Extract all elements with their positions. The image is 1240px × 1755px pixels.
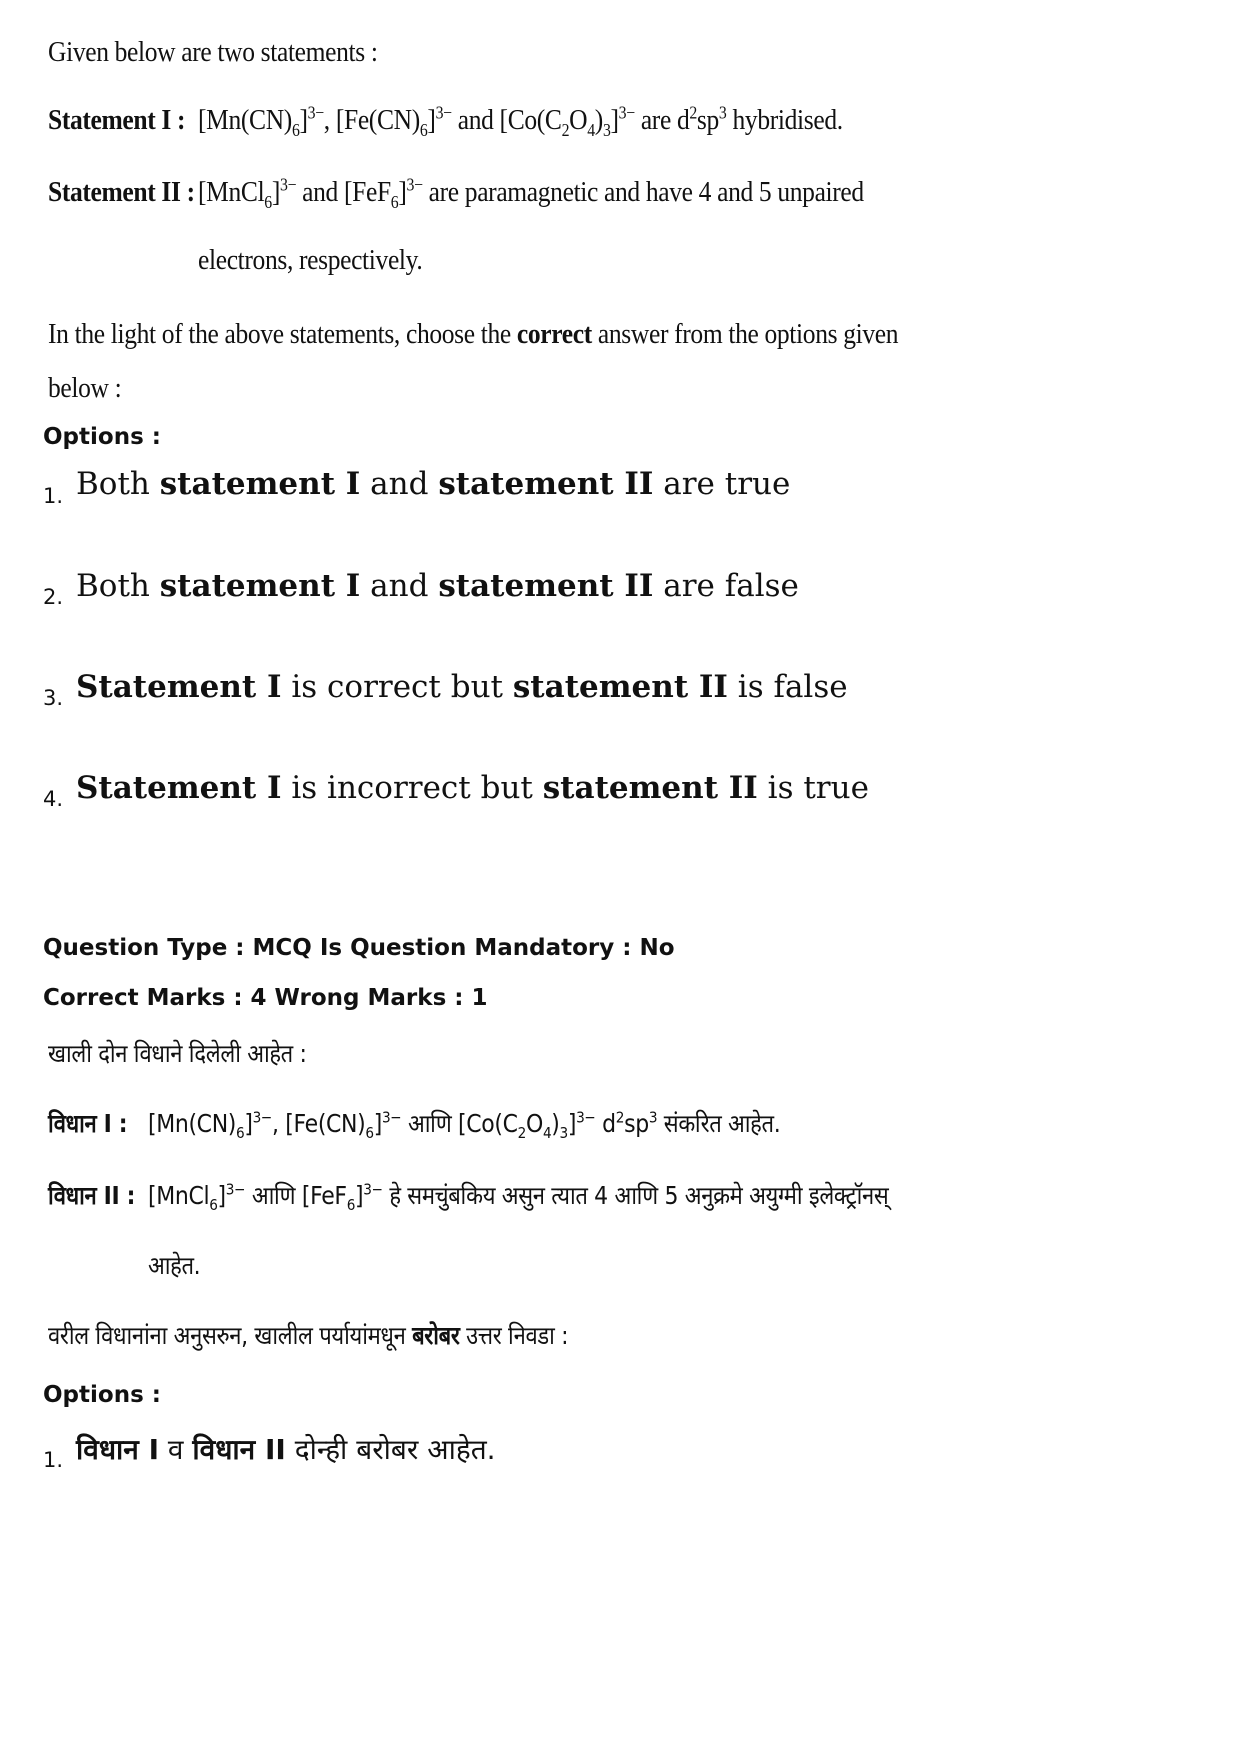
marathi-statement-2-rendered: [MnCl$_6$]$^{3-}$ आणि $[FeF_6]^{3-}$ हे समचुंबकिय असुन त्यात 4 आणि 5 अनुक्रमे अयुग्मी इलेक्ट्रॉनस् <box>148 1180 889 1214</box>
options-heading: Options : <box>43 424 161 450</box>
question-intro: Given below are two statements : <box>48 36 378 68</box>
marathi-instruction <box>48 1318 568 1352</box>
marathi-option-1-number: 1. <box>43 1448 64 1472</box>
option-2-rendered: Both statement I and statement II are false <box>76 568 799 604</box>
marathi-statement-2-line2: आहेत. <box>148 1251 201 1280</box>
marathi-options-heading: Options : <box>43 1382 161 1408</box>
option-4-text[interactable] <box>76 770 869 806</box>
statement-1-rendered: $[Mn(CN)_6]^{3-}$, $[Fe(CN)_6]^{3-}$ and $[Co(C_2O_4)_3]^{3-}$ are $d^2sp^3$ hybridised. <box>198 102 843 140</box>
statement-2-label: Statement II : <box>48 176 195 208</box>
statement-1-label: Statement I : <box>48 104 186 136</box>
marathi-statement-2-line1 <box>148 1178 888 1212</box>
option-4-rendered: Statement I is incorrect but statement II is true <box>76 770 869 806</box>
statement-2-rendered: [MnCl$_6$]$^{3-}$ and $[FeF_6]^{3-}$ are paramagnetic and have 4 and 5 unpaired <box>198 174 864 212</box>
instruction-line2: below : <box>48 372 122 404</box>
marathi-intro: खाली दोन विधाने दिलेली आहेत : <box>48 1039 307 1068</box>
marks-line: Correct Marks : 4 Wrong Marks : 1 <box>43 985 488 1011</box>
option-4-number: 4. <box>43 787 64 811</box>
question-type-line: Question Type : MCQ Is Question Mandatory : No <box>43 935 675 961</box>
marathi-statement-1-text <box>148 1106 780 1140</box>
statement-2-line1 <box>198 174 864 212</box>
option-1-text[interactable] <box>76 466 790 502</box>
instruction-rendered: In the light of the above statements, choose the correct answer from the options given <box>48 318 899 350</box>
statement-2-line2: electrons, respectively. <box>198 244 423 276</box>
option-3-rendered: Statement I is correct but statement II is false <box>76 669 848 705</box>
instruction-line1 <box>48 318 898 351</box>
option-3-text[interactable] <box>76 669 848 705</box>
marathi-statement-1-rendered: $[Mn(CN)_6]^{3-}$, $[Fe(CN)_6]^{3-}$ आणि $[Co(C_2O_4)_3]^{3-}$ $d^2sp^3$ संकरित आहेत. <box>148 1108 781 1142</box>
marathi-statement-2-label: विधान II : <box>48 1181 136 1210</box>
marathi-instruction-rendered: वरील विधानांना अनुसरुन, खालील पर्यायांमधून बरोबर उत्तर निवडा : <box>48 1321 569 1350</box>
marathi-statement-1-label: विधान I : <box>48 1109 128 1138</box>
marathi-option-1-rendered: विधान I व विधान II दोन्ही बरोबर आहेत. <box>76 1433 496 1466</box>
option-1-rendered: Both statement I and statement II are true <box>76 466 791 502</box>
option-1-number: 1. <box>43 484 64 508</box>
option-2-number: 2. <box>43 585 64 609</box>
marathi-option-1-text[interactable] <box>76 1430 496 1468</box>
option-3-number: 3. <box>43 686 64 710</box>
statement-1-text <box>198 102 843 140</box>
option-2-text[interactable] <box>76 568 799 604</box>
